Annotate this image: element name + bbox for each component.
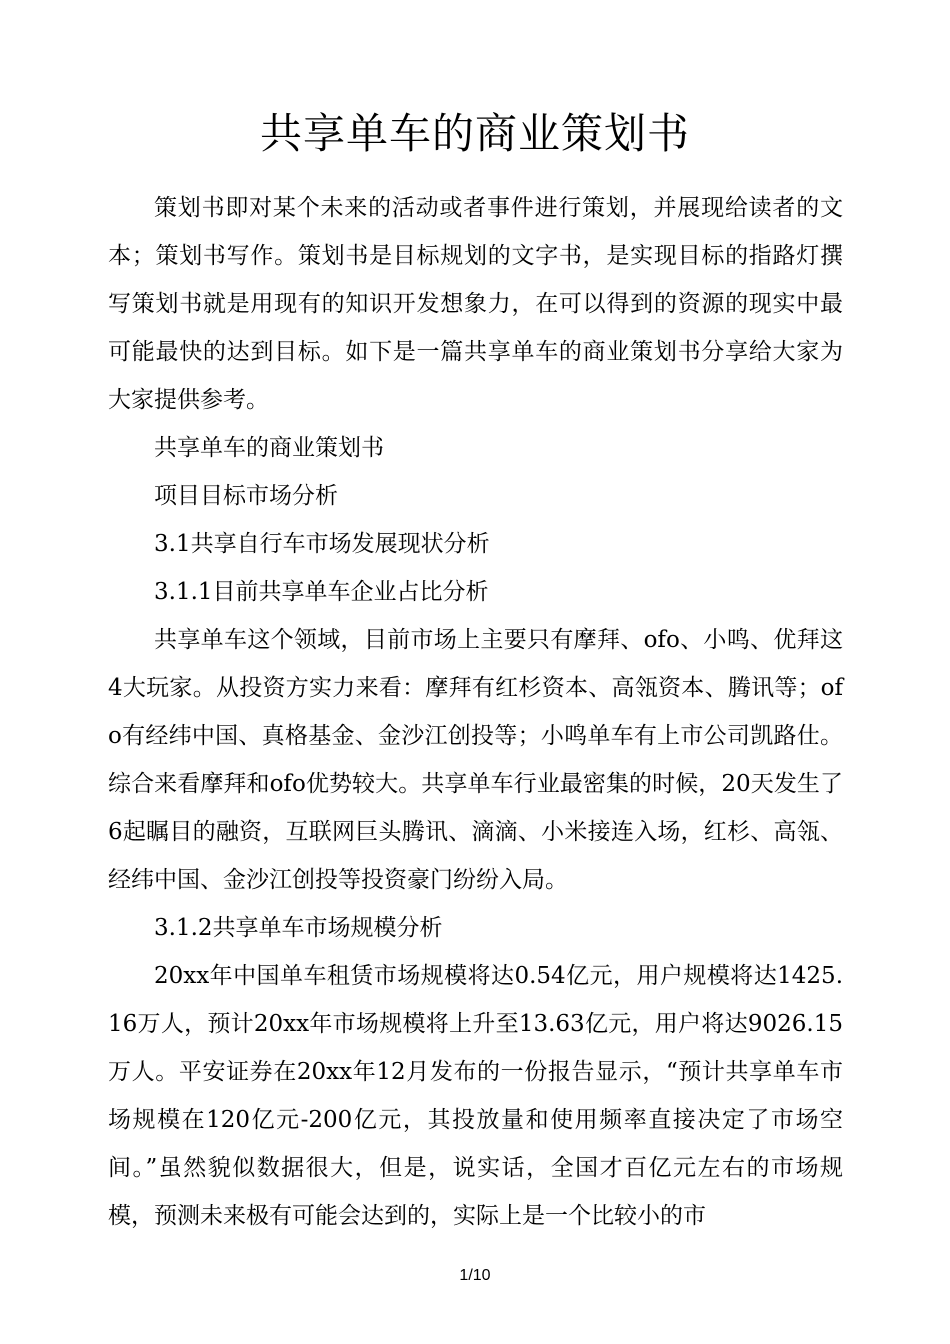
document-body xyxy=(108,184,843,1240)
paragraph-market-players: 共享单车这个领域，目前市场上主要只有摩拜、ofo、小鸣、优拜这4大玩家。从投资方实力来看：摩拜有红杉资本、高瓴资本、腾讯等；ofo有经纬中国、真格基金、金沙江创投等；小鸣单车有上市公司凯路仕。综合来看摩拜和ofo优势较大。共享单车行业最密集的时候，20天发生了6起瞩目的融资，互联网巨头腾讯、滴滴、小米接连入场，红杉、高瓴、经纬中国、金沙江创投等投资豪门纷纷入局。 xyxy=(108,627,843,893)
paragraph-heading-3-1-1: 3.1.1目前共享单车企业占比分析 xyxy=(154,579,489,605)
paragraph-intro: 策划书即对某个未来的活动或者事件进行策划，并展现给读者的文本；策划书写作。策划书是目标规划的文字书，是实现目标的指路灯撰写策划书就是用现有的知识开发想象力，在可以得到的资源的现实中最可能最快的达到目标。如下是一篇共享单车的商业策划书分享给大家为大家提供参考。 xyxy=(108,195,843,413)
paragraph-heading-plan: 共享单车的商业策划书 xyxy=(154,435,384,461)
paragraph-heading-3-1-2: 3.1.2共享单车市场规模分析 xyxy=(154,915,443,941)
page-number: 1/10 xyxy=(459,1267,491,1284)
paragraph-market-size: 20xx年中国单车租赁市场规模将达0.54亿元，用户规模将达1425.16万人，预计20xx年市场规模将上升至13.63亿元，用户将达9026.15万人。平安证券在20xx年12月发布的一份报告显示，“预计共享单车市场规模在120亿元-200亿元，其投放量和使用频率直接决定了市场空间。”虽然貌似数据很大，但是，说实话，全国才百亿元左右的市场规模，预测未来极有可能会达到的，实际上是一个比较小的市 xyxy=(108,963,843,1229)
paragraph-heading-market-analysis: 项目目标市场分析 xyxy=(154,483,338,509)
document-title: 共享单车的商业策划书 xyxy=(259,109,690,158)
paragraph-heading-3-1: 3.1共享自行车市场发展现状分析 xyxy=(154,531,490,557)
